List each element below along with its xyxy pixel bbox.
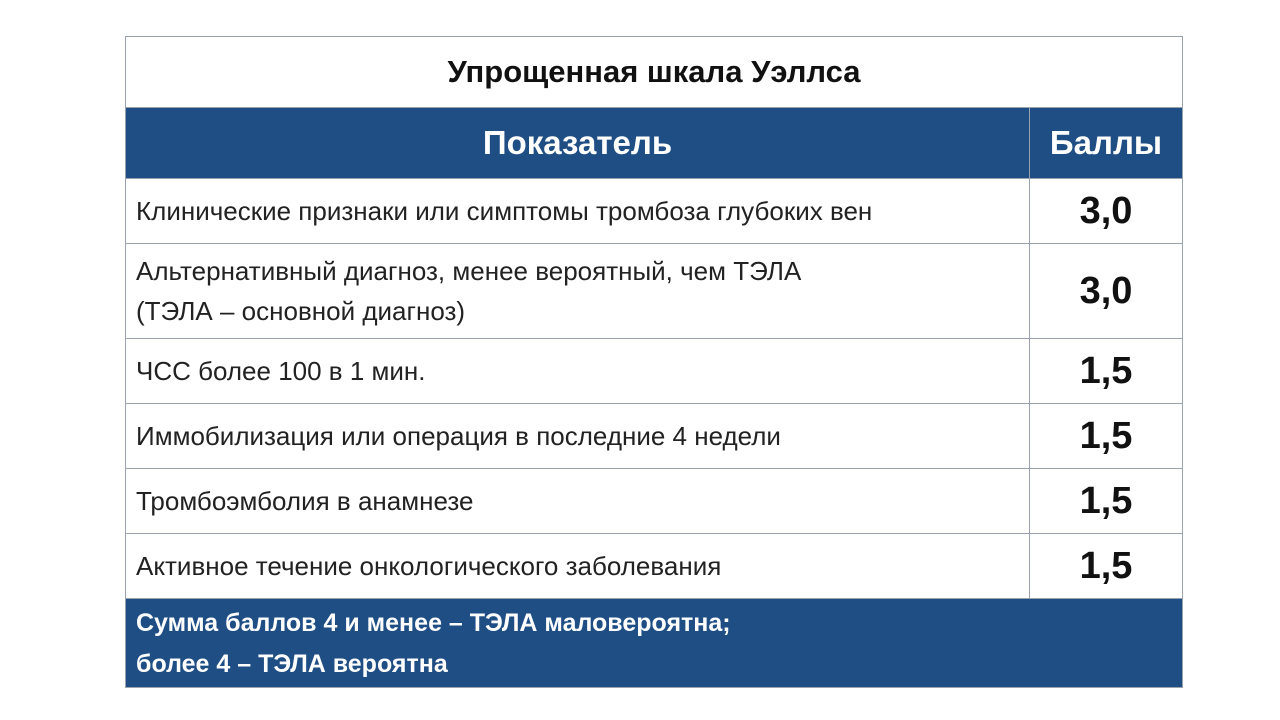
footer-line-2: более 4 – ТЭЛА вероятна — [136, 650, 448, 678]
header-indicator: Показатель — [126, 108, 1030, 178]
row-indicator-text: Активное течение онкологического заболевания — [136, 551, 722, 581]
row-indicator — [126, 244, 1030, 338]
table-header-row — [126, 108, 1182, 179]
row-indicator — [126, 179, 1030, 243]
row-indicator-text: Иммобилизация или операция в последние 4 недели — [136, 421, 781, 451]
table-row — [126, 469, 1182, 534]
row-indicator-text: ЧСС более 100 в 1 мин. — [136, 356, 426, 386]
wells-score-table — [125, 36, 1183, 688]
row-indicator — [126, 404, 1030, 468]
row-points: 1,5 — [1079, 544, 1133, 587]
row-points: 1,5 — [1079, 349, 1133, 392]
table-row — [126, 179, 1182, 244]
table-row — [126, 244, 1182, 339]
row-indicator — [126, 469, 1030, 533]
table-row — [126, 339, 1182, 404]
row-points: 1,5 — [1079, 479, 1133, 522]
footer-line-1: Сумма баллов 4 и менее – ТЭЛА маловероятна; — [136, 609, 731, 637]
row-indicator-text: Клинические признаки или симптомы тромбоза глубоких вен — [136, 196, 873, 226]
row-points: 1,5 — [1079, 414, 1133, 457]
row-indicator-text: Альтернативный диагноз, менее вероятный, чем ТЭЛА — [136, 256, 802, 286]
row-points: 3,0 — [1079, 269, 1133, 312]
table-footer-note — [126, 599, 1182, 687]
row-indicator — [126, 534, 1030, 598]
row-indicator-text: (ТЭЛА – основной диагноз) — [136, 296, 466, 326]
table-title: Упрощенная шкала Уэллса — [126, 37, 1182, 108]
table-row — [126, 534, 1182, 599]
table-row — [126, 404, 1182, 469]
row-indicator — [126, 339, 1030, 403]
row-points: 3,0 — [1079, 189, 1133, 232]
header-points: Баллы — [1049, 124, 1163, 161]
row-indicator-text: Тромбоэмболия в анамнезе — [136, 486, 474, 516]
